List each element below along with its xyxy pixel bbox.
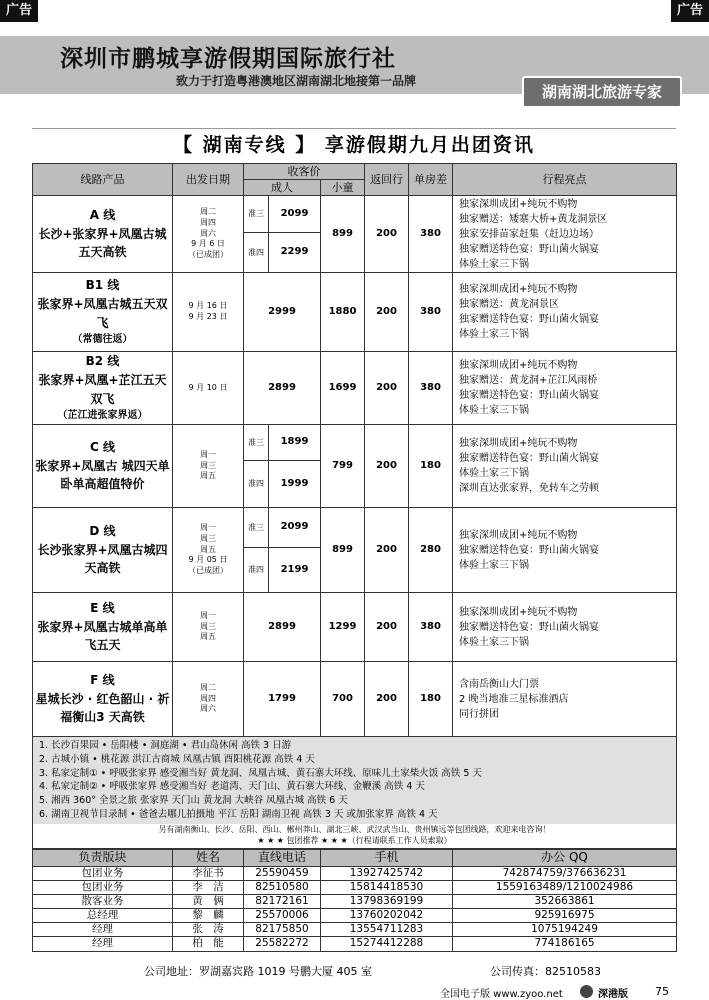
- adult-price: 2199: [269, 548, 321, 593]
- grade-label: 准四: [244, 461, 269, 508]
- route-name: D 线: [89, 524, 116, 539]
- other-route-item: 1. 长沙百果园 • 岳阳楼 • 洞庭湖 • 君山岛休闲 高铁 3 日游: [39, 740, 292, 751]
- route-name: F 线: [90, 673, 115, 688]
- return-price: 200: [365, 593, 409, 662]
- return-price: 200: [365, 196, 409, 273]
- route-highlights: 独家深圳成团+纯玩不购物 独家赠送：黄龙洞+芷江风雨桥 独家赠送特色宴：野山菌火锅宴 体验土家三下锅: [453, 352, 677, 425]
- departure-dates: 9 月 16 日 9 月 23 日: [173, 273, 244, 352]
- route-note: （芷江进张家界返）: [57, 410, 148, 422]
- header-date: 出发日期: [173, 164, 244, 196]
- return-price: 200: [365, 352, 409, 425]
- grade-label: 准四: [244, 233, 269, 273]
- charter-notice: [33, 824, 677, 849]
- route-highlights: 独家深圳成团+纯玩不购物 独家赠送特色宴：野山菌火锅宴 体验土家三下锅: [453, 508, 677, 593]
- route-name: B2 线: [85, 354, 120, 369]
- contact-header-phone: 直线电话: [244, 849, 321, 866]
- route-highlights: 独家深圳成团+纯玩不购物 独家赠送：矮寨大桥+黄龙洞景区 独家安排苗家赶集（赶边边场） 独家赠送特色宴：野山菌火锅宴 体验土家三下锅: [453, 196, 677, 273]
- grade-label: 准四: [244, 548, 269, 593]
- company-name: 深圳市鹏城享游假期国际旅行社: [60, 46, 396, 72]
- header-product: 线路产品: [33, 164, 173, 196]
- contact-row: 总经理 黎 麟 25570006 13760202042 925916975: [33, 909, 677, 923]
- specialist-badge: 湖南湖北旅游专家: [522, 76, 682, 108]
- single-supplement: 280: [409, 508, 453, 593]
- return-price: 200: [365, 508, 409, 593]
- departure-dates: 周一 周三 周五: [173, 425, 244, 508]
- route-name: C 线: [90, 440, 115, 455]
- other-route-item: 6. 湖南卫视节目录制 • 爸爸去哪儿拍摄地 平江 岳阳 湖南卫视 高铁 3 天 或加张家界 高铁 4 天: [39, 808, 438, 820]
- other-route-item: 4. 私家定制② • 呼吸张家界 感受湘当好 老道湾、天门山、黄石寨大环线、金鞭溪 高铁 4 天: [39, 781, 425, 793]
- adult-price: 2999: [244, 273, 321, 352]
- adult-price: 2899: [244, 352, 321, 425]
- route-desc: 张家界+凤凰古城五天双飞: [37, 296, 168, 330]
- route-cell: [33, 425, 173, 508]
- adult-price: 2099: [269, 196, 321, 233]
- route-cell: [33, 273, 173, 352]
- single-supplement: 380: [409, 352, 453, 425]
- route-table-wrapper: [32, 163, 676, 952]
- page-number: 75: [655, 985, 669, 998]
- contact-row: 散客业务 黄 俩 82172161 13798369199 352663861: [33, 895, 677, 909]
- adult-price: 1999: [269, 461, 321, 508]
- departure-dates: 周一 周三 周五: [173, 593, 244, 662]
- header-adult: 成人: [244, 180, 321, 196]
- child-price: 899: [321, 508, 365, 593]
- edition-version: 深港版: [598, 989, 628, 1000]
- route-desc: 长沙张家界+凤凰古城四天高铁: [37, 542, 168, 576]
- route-cell: [33, 352, 173, 425]
- departure-dates: 9 月 10 日: [173, 352, 244, 425]
- header-single: 单房差: [409, 164, 453, 196]
- company-fax: 公司传真：82510583: [490, 965, 601, 978]
- route-highlights: 独家深圳成团+纯玩不购物 独家赠送：黄龙洞景区 独家赠送特色宴：野山菌火锅宴 体验土家三下锅: [453, 273, 677, 352]
- departure-dates: 周二 周四 周六 9 月 6 日 （已成团）: [173, 196, 244, 273]
- return-price: 200: [365, 425, 409, 508]
- route-highlights: 独家深圳成团+纯玩不购物 独家赠送特色宴：野山菌火锅宴 体验土家三下锅: [453, 593, 677, 662]
- single-supplement: 380: [409, 593, 453, 662]
- title-divider: [32, 128, 676, 129]
- header-child: 小童: [321, 180, 365, 196]
- route-desc: 张家界+凤凰古 城四天单卧单高超值特价: [35, 458, 170, 492]
- company-slogan: 致力于打造粤港澳地区湖南湖北地接第一品牌: [176, 74, 417, 88]
- contact-header-name: 姓名: [173, 849, 244, 866]
- route-cell: [33, 662, 173, 737]
- contact-header-qq: 办公 QQ: [453, 849, 677, 866]
- contact-header-section: 负责版块: [33, 849, 173, 866]
- charter-notice-line: 另有湖南衡山、长沙、岳阳、西山、郴州莽山、湖北三峡、武汉武当山、贵州镇远等包团线路，欢迎来电咨询！: [158, 824, 551, 834]
- adult-price: 2899: [244, 593, 321, 662]
- grade-label: 准三: [244, 508, 269, 548]
- other-route-item: 5. 湘西 360° 全景之旅 张家界 天门山 黄龙洞 大峡谷 凤凰古城 高铁 6 天: [39, 795, 348, 807]
- contact-row: 包团业务 李 洁 82510580 15814418530 1559163489/1210024986: [33, 880, 677, 894]
- single-supplement: 380: [409, 196, 453, 273]
- child-price: 799: [321, 425, 365, 508]
- other-route-item: 2. 古城小镇 • 桃花源 洪江古商城 凤凰古镇 酉阳桃花源 高铁 4 天: [39, 753, 315, 765]
- return-price: 200: [365, 273, 409, 352]
- departure-dates: 周一 周三 周五 9 月 05 日 （已成团）: [173, 508, 244, 593]
- departure-dates: 周二 周四 周六: [173, 662, 244, 737]
- other-route-item: 3. 私家定制① • 呼吸张家界 感受湘当好 黄龙洞、凤凰古城、黄石寨大环线、原味儿土家柴火饭 高铁 5 天: [39, 767, 482, 779]
- route-desc: 张家界+凤凰古城单高单飞五天: [37, 619, 168, 653]
- route-cell: [33, 508, 173, 593]
- child-price: 899: [321, 196, 365, 273]
- route-desc: 星城长沙 · 红色韶山 · 祈福衡山3 天高铁: [35, 691, 170, 725]
- agency-header: [0, 36, 709, 101]
- contact-table: [32, 849, 677, 952]
- route-name: B1 线: [85, 278, 120, 293]
- ad-label-right: 广告: [671, 0, 709, 22]
- contact-header-mobile: 手机: [321, 849, 453, 866]
- header-highlights: 行程亮点: [453, 164, 677, 196]
- child-price: 1880: [321, 273, 365, 352]
- edition-link[interactable]: 全国电子版 www.zyoo.net: [440, 989, 563, 1000]
- company-address: 公司地址：罗湖嘉宾路 1019 号鹏大厦 405 室: [144, 965, 372, 978]
- contact-row: 经理 张 涛 82175850 13554711283 1075194249: [33, 923, 677, 937]
- adult-price: 2299: [269, 233, 321, 273]
- route-table: [32, 163, 677, 849]
- route-name: A 线: [89, 208, 116, 223]
- route-name: E 线: [90, 601, 115, 616]
- address-bar: [32, 961, 676, 981]
- route-cell: [33, 593, 173, 662]
- adult-price: 1799: [244, 662, 321, 737]
- child-price: 700: [321, 662, 365, 737]
- other-routes-list: [33, 737, 677, 824]
- route-highlights: 独家深圳成团+纯玩不购物 独家赠送特色宴：野山菌火锅宴 体验土家三下锅 深圳直达张家界，免转车之劳顿: [453, 425, 677, 508]
- contact-row: 经理 柏 能 25582272 15274412288 774186165: [33, 937, 677, 951]
- return-price: 200: [365, 662, 409, 737]
- single-supplement: 180: [409, 425, 453, 508]
- grade-label: 准三: [244, 425, 269, 461]
- single-supplement: 180: [409, 662, 453, 737]
- page-title: 【 湖南专线 】 享游假期九月出团资讯: [173, 134, 535, 156]
- adult-price: 2099: [269, 508, 321, 548]
- adult-price: 1899: [269, 425, 321, 461]
- child-price: 1699: [321, 352, 365, 425]
- route-highlights: 含南岳衡山大门票 2 晚当地准三星标准酒店 同行拼团: [453, 662, 677, 737]
- route-desc: 长沙+张家界+凤凰古城五天高铁: [38, 226, 167, 260]
- header-price: 收客价: [244, 164, 365, 180]
- charter-recommend-line: ★ ★ ★ 包团推荐 ★ ★ ★（行程请联系工作人员索取）: [257, 836, 452, 846]
- route-cell: [33, 196, 173, 273]
- header-return: 返回行: [365, 164, 409, 196]
- grade-label: 准三: [244, 196, 269, 233]
- child-price: 1299: [321, 593, 365, 662]
- route-desc: 张家界+凤凰+芷江五天双飞: [38, 372, 167, 406]
- single-supplement: 380: [409, 273, 453, 352]
- route-note: （常德往返）: [72, 334, 133, 346]
- page-footer: [0, 985, 709, 1000]
- contact-row: 包团业务 李征书 25590459 13927425742 742874759/376636231: [33, 866, 677, 880]
- publisher-logo-icon: [580, 985, 593, 998]
- ad-label-left: 广告: [0, 0, 38, 22]
